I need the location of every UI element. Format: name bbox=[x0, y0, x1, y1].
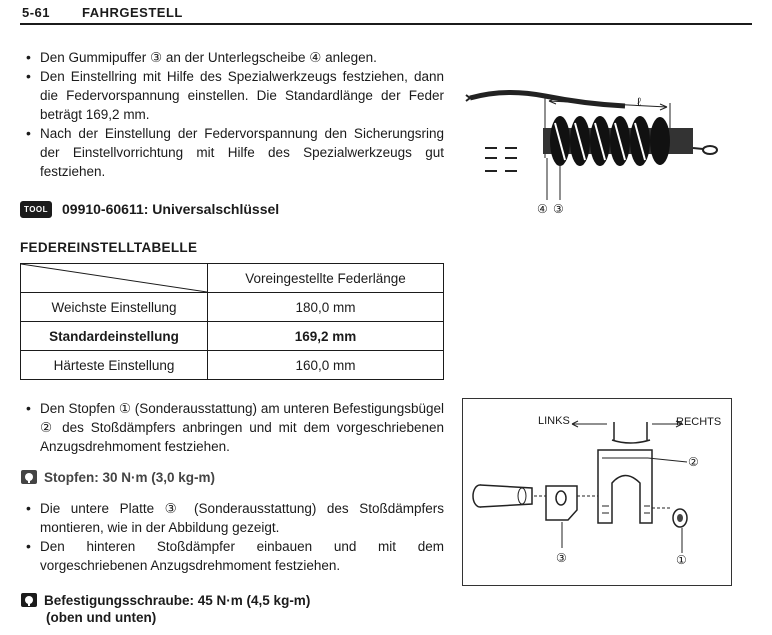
table-header: Voreingestellte Federlänge bbox=[208, 264, 444, 293]
table-row bbox=[21, 322, 444, 351]
spring-length-label: ℓ bbox=[637, 95, 641, 109]
row-label: Weichste Einstellung bbox=[21, 293, 208, 322]
table-header-row bbox=[21, 264, 444, 293]
row-value: 180,0 mm bbox=[208, 293, 444, 322]
row-value: 169,2 mm bbox=[208, 322, 444, 351]
left-direction-label: LINKS bbox=[538, 415, 570, 427]
special-tool-line bbox=[20, 199, 279, 219]
row-label: Standardeinstellung bbox=[21, 322, 208, 351]
torque-wrench-icon bbox=[20, 591, 38, 609]
rubber-buffer-callout: ③ bbox=[553, 202, 564, 216]
instruction-list-top bbox=[24, 48, 444, 181]
lower-plate-callout: ③ bbox=[556, 551, 567, 565]
torque-spec-bolt bbox=[20, 591, 310, 609]
instruction-item: • Den Einstellring mit Hilfe des Spezialwerkzeugs festziehen, dann die Federvorspannung einstellen. Die Standardlänge der Feder beträgt 169,2 mm. bbox=[24, 67, 444, 124]
instruction-item: • Den Stopfen ① (Sonderausstattung) am unteren Befestigungsbügel ② des Stoßdämpfers anbringen und mit dem vorgeschriebenen Anzugsdrehmoment festziehen. bbox=[24, 399, 444, 456]
torque-spec-text: Stopfen: 30 N·m (3,0 kg-m) bbox=[44, 469, 216, 485]
bracket-callout: ② bbox=[688, 455, 699, 469]
torque-spec-text: Befestigungsschraube: 45 N·m (4,5 kg-m) bbox=[44, 592, 311, 608]
special-tool-text: 09910-60611: Universalschlüssel bbox=[62, 201, 280, 217]
instruction-item: • Nach der Einstellung der Federvorspannung den Sicherungsring der Einstellvorrichtung mit Hilfe des Spezialwerkzeugs gut festziehen. bbox=[24, 124, 444, 181]
lower-mount-figure bbox=[462, 398, 732, 586]
torque-spec-plug bbox=[20, 468, 215, 486]
instruction-item: • Den hinteren Stoßdämpfer einbauen und mit dem vorgeschriebenen Anzugsdrehmoment festziehen. bbox=[24, 537, 444, 575]
diagonal-corner-cell bbox=[21, 264, 208, 293]
row-value: 160,0 mm bbox=[208, 351, 444, 380]
washer-callout: ④ bbox=[537, 202, 548, 216]
tool-icon: TOOL bbox=[20, 201, 52, 218]
page-header bbox=[20, 3, 752, 25]
instruction-list-mid bbox=[24, 399, 444, 456]
spring-adjustment-table bbox=[20, 263, 444, 380]
table-title: FEDEREINSTELLTABELLE bbox=[20, 240, 198, 255]
shock-spring-figure bbox=[465, 78, 730, 228]
torque-spec-note: (oben und unten) bbox=[46, 610, 157, 625]
torque-wrench-icon bbox=[20, 468, 38, 486]
right-direction-label: RECHTS bbox=[676, 416, 722, 428]
page-number: 5-61 bbox=[22, 5, 51, 20]
table-row bbox=[21, 351, 444, 380]
plug-callout: ① bbox=[676, 553, 687, 567]
instruction-list-bottom bbox=[24, 499, 444, 575]
instruction-item: • Die untere Platte ③ (Sonderausstattung) des Stoßdämpfers montieren, wie in der Abbildung gezeigt. bbox=[24, 499, 444, 537]
table-row bbox=[21, 293, 444, 322]
section-title: FAHRGESTELL bbox=[82, 5, 183, 20]
instruction-item: • Den Gummipuffer ③ an der Unterlegscheibe ④ anlegen. bbox=[24, 48, 444, 67]
shock-spring-drawing bbox=[465, 78, 730, 228]
row-label: Härteste Einstellung bbox=[21, 351, 208, 380]
